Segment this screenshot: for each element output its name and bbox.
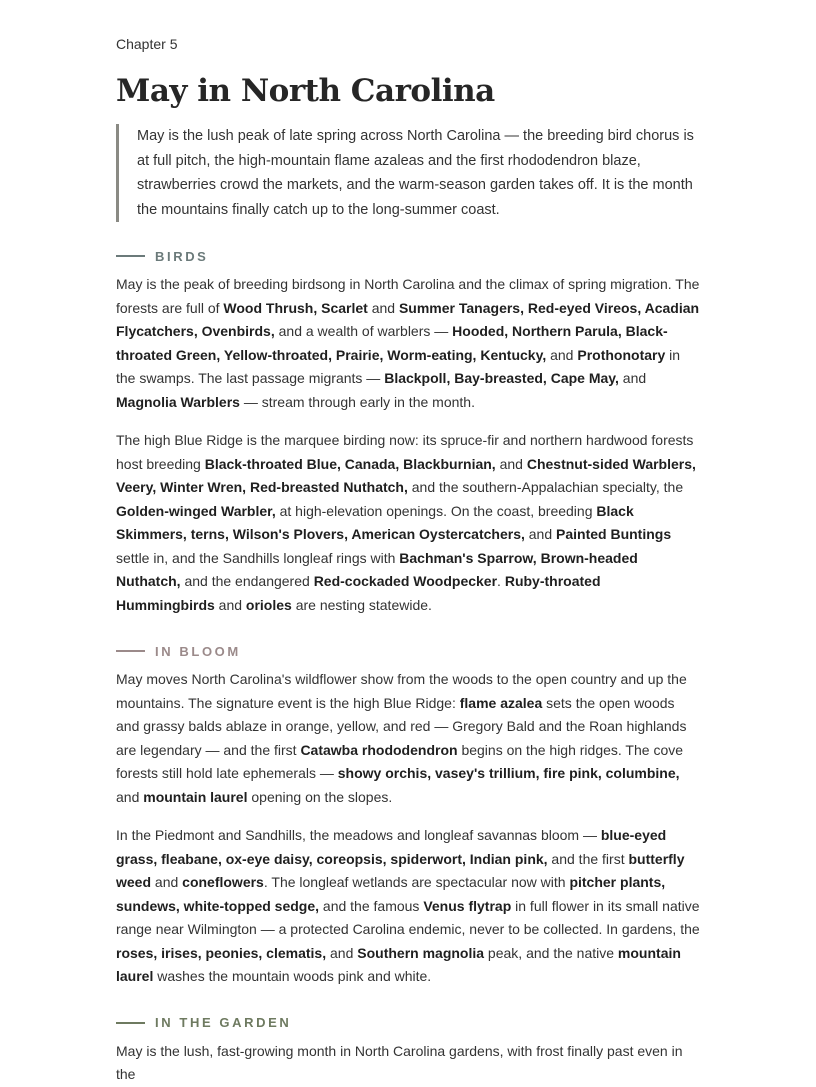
bold-term: Summer Tanagers, Red-eyed Vireos, Acadian Flycatchers, Ovenbirds, [116,299,700,339]
bold-term: butterfly weed [116,850,685,890]
text-run: opening on the slopes. [247,788,393,805]
page-title: May in North Carolina [116,73,495,109]
bold-term: Black-throated Blue, Canada, Blackburnian, [204,455,496,472]
text-run: and the famous [319,897,424,914]
text-run: . [497,573,505,589]
section-heading-label: BIRDS [155,248,209,264]
bold-term: mountain laurel [116,944,681,984]
text-run: are nesting statewide. [291,596,432,613]
paragraph [116,824,700,989]
text-run: and [116,788,144,805]
text-run: and [618,370,647,386]
bold-term: roses, irises, peonies, clematis, [116,944,327,961]
paragraph [116,668,700,809]
text-run: and the first [547,850,629,867]
bold-term: pitcher plants, sundews, white-topped sedge, [116,874,666,914]
bold-term: Wood Thrush, Scarlet [223,299,368,316]
bold-term: coneflowers [182,874,264,890]
section-heading-bloom [116,641,700,661]
bold-term: Prothonotary [577,346,666,363]
text-run: and [495,455,527,472]
bold-term: Hooded, Northern Parula, Black-throated Green, Yellow-throated, Prairie, Worm-eating, Kentucky, [116,323,668,363]
text-run: and the southern-Appalachian specialty, the [407,479,684,495]
text-run: and [524,526,557,542]
text-run: in full flower in its small native range near Wilmington — a protected Carolina endemic, never to be collected. In gardens, the [116,897,700,937]
bold-term: blue-eyed grass, fleabane, ox-eye daisy, coreopsis, spiderwort, Indian pink, [116,827,667,867]
chapter-label: Chapter 5 [116,36,178,52]
text-run: and the endangered [180,573,314,589]
text-run: and [326,944,358,961]
text-run: In the Piedmont and Sandhills, the meadows and longleaf savannas bloom — [116,827,601,843]
bold-term: Golden-winged Warbler, [116,502,276,519]
bold-term: Blackpoll, Bay-breasted, Cape May, [384,370,619,386]
bold-term: Bachman's Sparrow, Brown-headed Nuthatch, [116,549,638,589]
paragraph [116,429,700,617]
section-heading-garden [116,1013,700,1033]
bold-term: Red-cockaded Woodpecker [313,573,498,589]
paragraph [116,1040,700,1087]
intro-text: May is the lush peak of late spring across North Carolina — the breeding bird chorus is at full pitch, the high-mountain flame azaleas and the first rhododendron blaze, strawberries crowd the markets, and the warm-season garden takes off. It is the month the mountains finally catch up to the long-summer coast. [137,128,694,218]
text-run: and [214,596,246,613]
text-run: . The longleaf wetlands are spectacular now with [263,874,570,890]
paragraph [116,273,700,414]
text-run: The high Blue Ridge is the marquee birding now: its spruce-fir and northern hardwood forests host breeding [116,432,694,472]
text-run: and [367,299,399,316]
text-run: washes the mountain woods pink and white. [153,968,432,984]
text-run: May is the peak of breeding birdsong in North Carolina and the climax of spring migration. The forests are full of [116,276,700,316]
bold-term: Chestnut-sided Warblers, Veery, Winter Wren, Red-breasted Nuthatch, [116,455,696,495]
text-run: begins on the high ridges. The cove forests still hold late ephemerals — [116,741,684,781]
section-rule [116,1022,145,1024]
intro-blockquote [116,124,700,222]
bold-term: showy orchis, vasey's trillium, fire pink, columbine, [337,765,680,781]
text-run: peak, and the native [484,944,618,961]
bold-term: Southern magnolia [357,944,485,961]
text-run: — stream through early in the month. [239,393,475,410]
text-run: May is the lush, fast-growing month in North Carolina gardens, with frost finally past even in the [116,1042,683,1082]
section-heading-label: IN BLOOM [155,643,241,659]
text-run: and [546,346,578,363]
bold-term: Venus flytrap [423,897,512,914]
section-heading-birds [116,246,700,266]
document-page [116,34,700,1087]
text-run: and a wealth of warblers — [274,323,453,339]
bold-term: orioles [245,596,292,613]
bold-term: Ruby-throated Hummingbirds [116,573,601,613]
text-run: sets the open woods and grassy balds ablaze in orange, yellow, and red — Gregory Bald and the Roan highlands are legendary — and the first [116,694,687,758]
section-rule [116,650,145,652]
bold-term: Magnolia Warblers [116,393,240,410]
text-run: in the swamps. The last passage migrants — [116,346,681,386]
bold-term: Painted Buntings [556,526,672,542]
bold-term: mountain laurel [143,788,248,805]
text-run: settle in, and the Sandhills longleaf rings with [116,549,400,566]
bold-term: flame azalea [459,694,543,711]
text-run: and [151,874,183,890]
text-run: May moves North Carolina's wildflower show from the woods to the open country and up the mountains. The signature event is the high Blue Ridge: [116,671,687,711]
section-rule [116,255,145,257]
text-run: at high-elevation openings. On the coast, breeding [275,502,597,519]
bold-term: Catawba rhododendron [300,741,458,758]
section-heading-label: IN THE GARDEN [155,1015,292,1030]
bold-term: Black Skimmers, terns, Wilson's Plovers, American Oystercatchers, [116,502,634,542]
